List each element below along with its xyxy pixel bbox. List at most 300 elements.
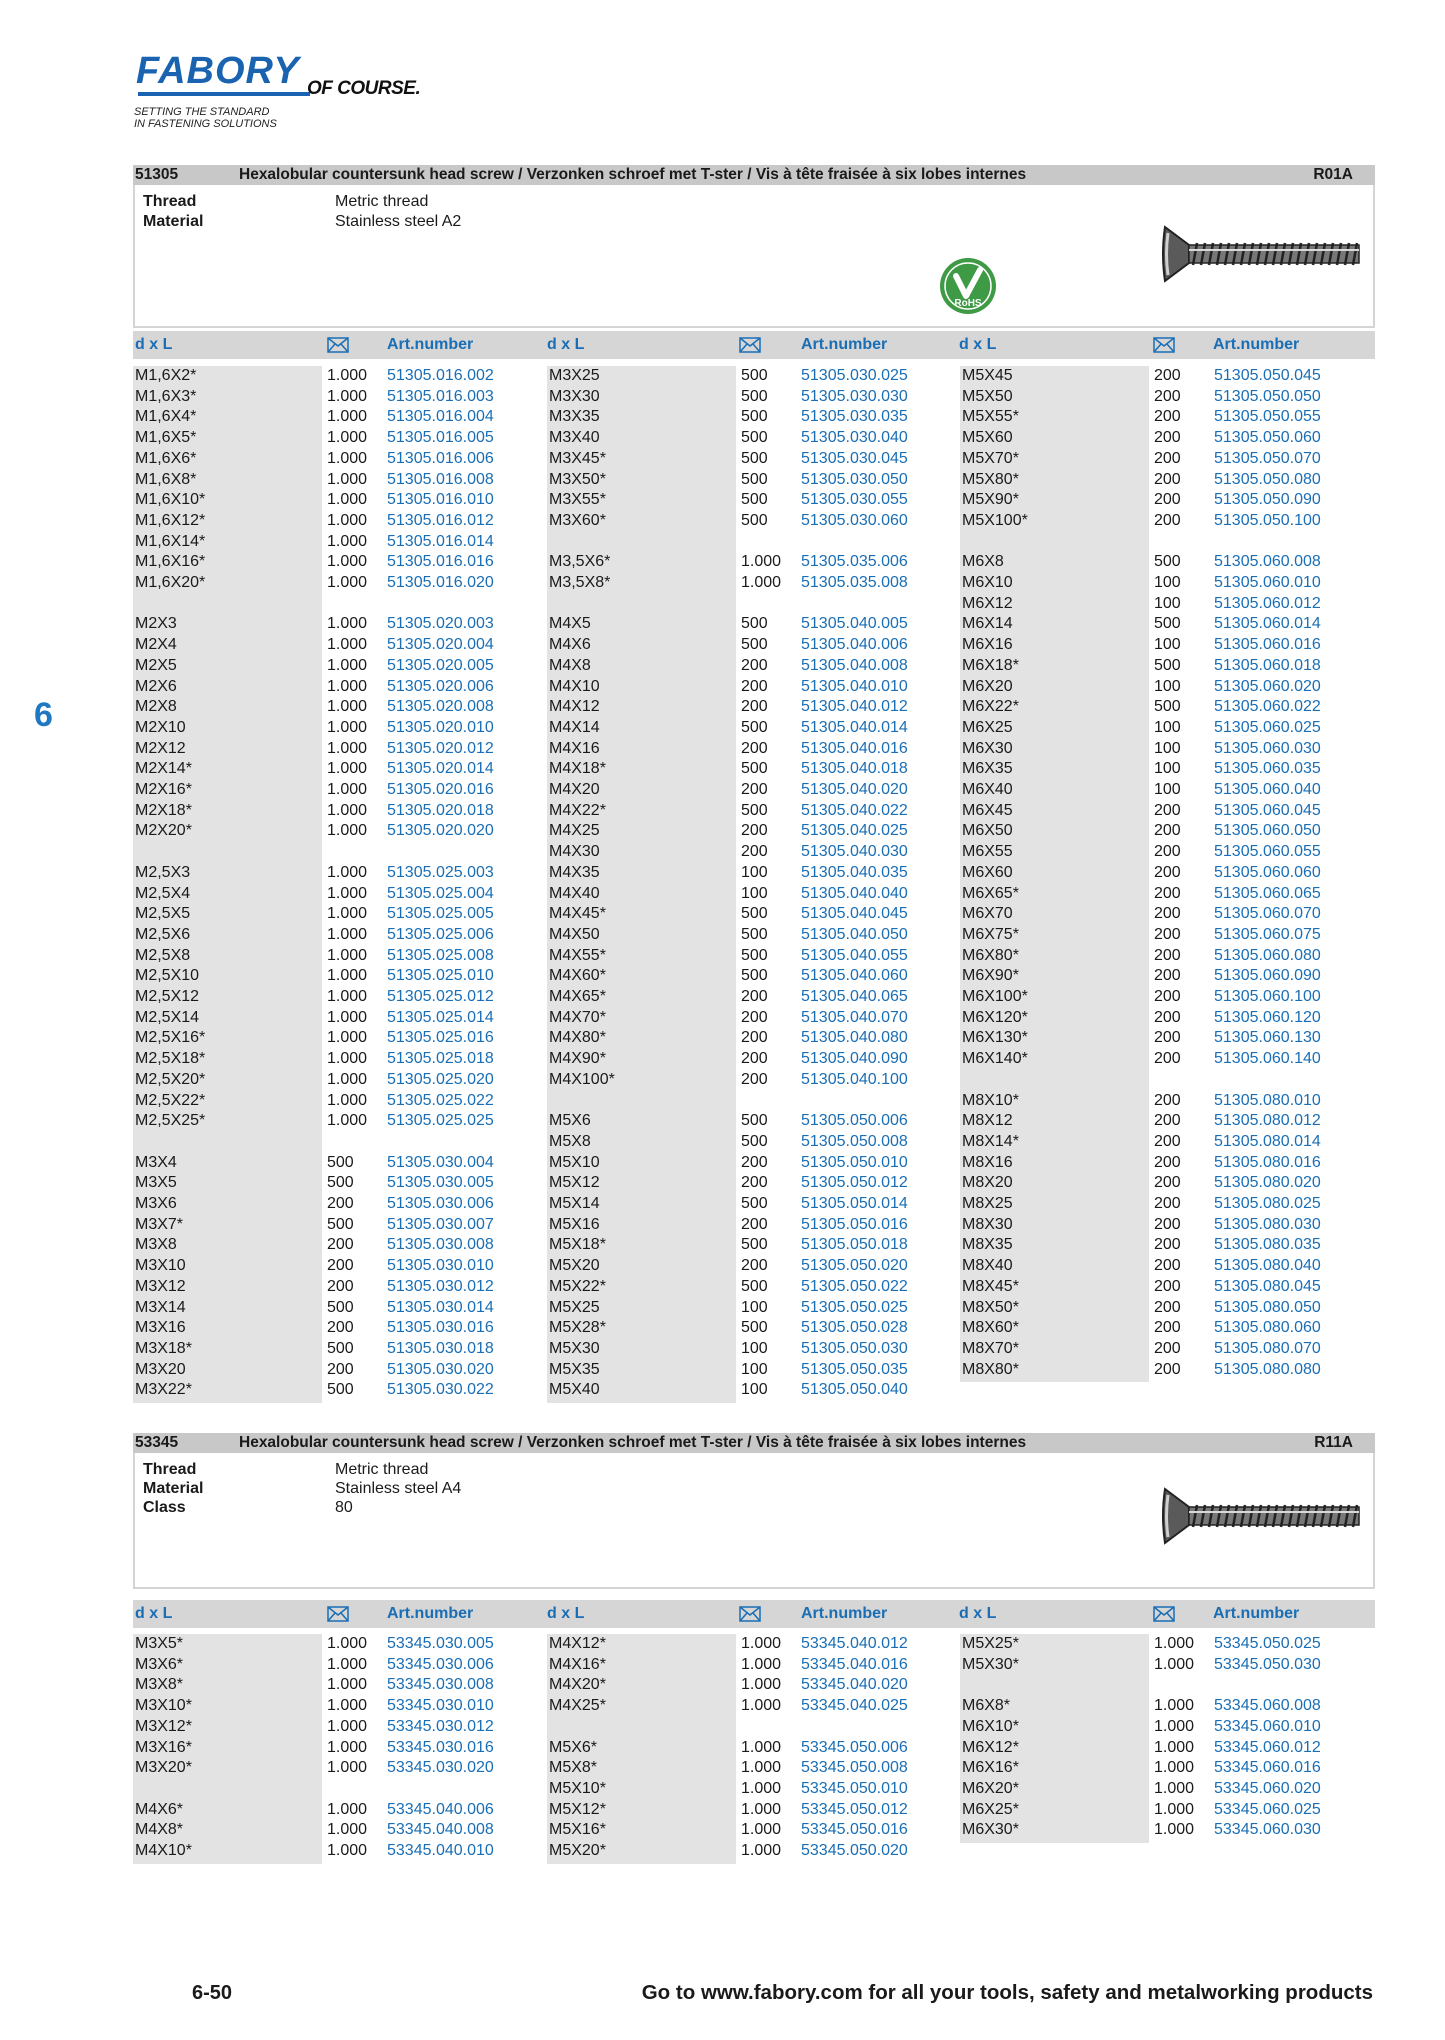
art-number-link[interactable]: 51305.040.080 <box>801 1029 908 1047</box>
art-number-link[interactable]: 51305.080.040 <box>1214 1257 1321 1275</box>
art-number-link[interactable]: 51305.050.008 <box>801 1132 908 1150</box>
pack-qty-cell: 500 <box>741 946 768 964</box>
pack-qty-cell: 500 <box>327 1153 354 1171</box>
art-number-link[interactable]: 51305.060.022 <box>1214 698 1321 716</box>
art-number-link[interactable]: 51305.025.005 <box>387 905 494 923</box>
pack-qty-cell: 1.000 <box>327 449 368 467</box>
pack-qty-cell: 1.000 <box>327 677 368 695</box>
table-row <box>960 1339 1370 1360</box>
table-row <box>960 1758 1370 1779</box>
table-header-51305 <box>133 331 1375 359</box>
size-cell: M4X16 <box>549 739 600 757</box>
table-row <box>960 1779 1370 1800</box>
size-cell: M4X10 <box>549 677 600 695</box>
size-cell: M2X10 <box>135 718 186 736</box>
table-row <box>133 1675 543 1696</box>
art-number-link[interactable]: 51305.016.012 <box>387 511 494 529</box>
art-number-link[interactable]: 51305.060.040 <box>1214 781 1321 798</box>
art-number-link[interactable]: 51305.060.065 <box>1214 884 1321 902</box>
art-number-link[interactable]: 51305.060.075 <box>1214 925 1321 943</box>
art-number-link[interactable]: 51305.040.050 <box>801 925 908 943</box>
art-number-link[interactable]: 51305.050.014 <box>801 1195 908 1212</box>
size-cell: M3X10 <box>135 1257 186 1275</box>
size-cell: M8X30 <box>962 1215 1013 1233</box>
art-number-link[interactable]: 53345.030.010 <box>387 1697 494 1715</box>
pack-qty-cell: 1.000 <box>741 1635 782 1652</box>
art-number-link[interactable]: 53345.060.008 <box>1214 1697 1321 1715</box>
art-number-link[interactable]: 51305.050.055 <box>1214 408 1321 426</box>
art-number-link[interactable]: 51305.060.070 <box>1214 905 1321 923</box>
art-number-link[interactable]: 51305.030.018 <box>387 1339 494 1357</box>
art-number-link[interactable]: 53345.050.025 <box>1214 1635 1321 1652</box>
art-number-link[interactable]: 51305.060.012 <box>1214 594 1321 612</box>
art-number-link[interactable]: 51305.020.010 <box>387 718 494 736</box>
size-cell: M6X140* <box>962 1050 1028 1068</box>
art-number-link[interactable]: 51305.050.025 <box>801 1298 908 1316</box>
table-row <box>960 470 1370 491</box>
art-number-link[interactable]: 51305.060.020 <box>1214 677 1321 695</box>
art-number-link[interactable]: 51305.040.008 <box>801 656 908 674</box>
art-number-link[interactable]: 51305.060.050 <box>1214 822 1321 840</box>
art-number-link[interactable]: 51305.025.008 <box>387 946 494 964</box>
art-number-link[interactable]: 51305.080.050 <box>1214 1298 1321 1316</box>
art-number-link[interactable]: 51305.050.070 <box>1214 449 1321 467</box>
art-number-link[interactable]: 51305.040.070 <box>801 1008 908 1026</box>
table-row <box>133 656 543 677</box>
art-number-link[interactable]: 51305.080.035 <box>1214 1236 1321 1254</box>
art-number-link[interactable]: 51305.040.040 <box>801 884 908 902</box>
art-number-link[interactable]: 51305.025.016 <box>387 1029 494 1047</box>
envelope-icon <box>1153 337 1175 353</box>
art-number-link[interactable]: 51305.060.130 <box>1214 1029 1321 1047</box>
table-row <box>547 1820 957 1841</box>
size-cell: M1,6X8* <box>135 470 197 488</box>
art-number-link[interactable]: 51305.025.003 <box>387 863 494 881</box>
art-number-link[interactable]: 53345.030.016 <box>387 1738 494 1756</box>
pack-qty-cell: 200 <box>1154 1112 1181 1130</box>
art-number-link[interactable]: 51305.030.007 <box>387 1215 494 1233</box>
art-number-link[interactable]: 51305.020.003 <box>387 615 494 633</box>
pack-qty-cell: 1.000 <box>1154 1635 1195 1652</box>
table-spacer-row <box>547 1091 957 1112</box>
art-number-link[interactable]: 53345.030.006 <box>387 1655 494 1673</box>
pack-qty-cell: 1.000 <box>327 387 368 405</box>
table-row <box>133 366 543 387</box>
pack-qty-cell: 1.000 <box>327 1008 368 1026</box>
art-number-link[interactable]: 51305.040.090 <box>801 1050 908 1068</box>
art-number-link[interactable]: 51305.040.014 <box>801 718 908 736</box>
art-number-link[interactable]: 51305.080.080 <box>1214 1360 1321 1378</box>
table-row <box>547 739 957 760</box>
pack-qty-cell: 500 <box>741 1195 768 1212</box>
table-row <box>133 863 543 884</box>
table-row <box>133 1215 543 1236</box>
pack-qty-cell: 1.000 <box>327 1655 368 1673</box>
size-cell: M1,6X10* <box>135 491 206 509</box>
art-number-link[interactable]: 51305.030.040 <box>801 429 908 447</box>
art-number-link[interactable]: 53345.050.012 <box>801 1800 908 1818</box>
size-cell: M5X6 <box>549 1112 591 1130</box>
size-cell: M3X5* <box>135 1635 184 1652</box>
size-cell: M5X25 <box>549 1298 600 1316</box>
art-number-link[interactable]: 51305.060.100 <box>1214 988 1321 1005</box>
size-cell: M4X60* <box>549 967 606 985</box>
art-number-link[interactable]: 51305.040.018 <box>801 760 908 778</box>
pack-qty-cell: 1.000 <box>327 1821 368 1839</box>
size-cell: M3X6* <box>135 1655 184 1673</box>
art-number-link[interactable]: 51305.060.055 <box>1214 843 1321 861</box>
art-number-link[interactable]: 51305.050.022 <box>801 1277 908 1295</box>
art-number-link[interactable]: 51305.060.045 <box>1214 801 1321 819</box>
size-cell: M8X80* <box>962 1360 1019 1378</box>
art-number-link[interactable]: 51305.060.035 <box>1214 760 1321 778</box>
art-number-link[interactable]: 51305.060.014 <box>1214 615 1321 633</box>
art-number-link[interactable]: 51305.040.016 <box>801 739 908 757</box>
art-number-link[interactable]: 51305.080.030 <box>1214 1215 1321 1233</box>
spec-label: Thread <box>143 1461 197 1478</box>
table-row <box>133 1339 543 1360</box>
size-cell: M4X35 <box>549 863 600 881</box>
art-number-link[interactable]: 51305.020.018 <box>387 801 494 819</box>
size-cell: M6X75* <box>962 925 1019 943</box>
size-cell: M3X5 <box>135 1174 177 1192</box>
art-number-link[interactable]: 51305.030.025 <box>801 367 908 384</box>
art-number-link[interactable]: 51305.050.060 <box>1214 429 1321 447</box>
size-cell: M5X35 <box>549 1360 600 1378</box>
art-number-link[interactable]: 51305.080.020 <box>1214 1174 1321 1192</box>
size-cell: M8X25 <box>962 1195 1013 1212</box>
table-spacer-row <box>133 1779 543 1800</box>
pack-qty-cell: 1.000 <box>327 698 368 716</box>
art-number-link[interactable]: 51305.016.008 <box>387 470 494 488</box>
art-number-link[interactable]: 51305.080.045 <box>1214 1277 1321 1295</box>
pack-qty-cell: 500 <box>1154 656 1181 674</box>
art-number-link[interactable]: 53345.030.005 <box>387 1635 494 1652</box>
col-head-size: d x L <box>959 1605 997 1622</box>
art-number-link[interactable]: 51305.030.030 <box>801 387 908 405</box>
art-number-link[interactable]: 51305.030.020 <box>387 1360 494 1378</box>
table-row <box>547 1153 957 1174</box>
art-number-link[interactable]: 51305.030.050 <box>801 470 908 488</box>
pack-qty-cell: 200 <box>1154 1132 1181 1150</box>
art-number-link[interactable]: 53345.050.006 <box>801 1738 908 1756</box>
art-number-link[interactable]: 53345.060.012 <box>1214 1738 1321 1756</box>
art-number-link[interactable]: 51305.030.060 <box>801 511 908 529</box>
size-cell: M4X6* <box>135 1800 184 1818</box>
art-number-link[interactable]: 51305.030.006 <box>387 1195 494 1212</box>
art-number-link[interactable]: 51305.016.020 <box>387 574 494 591</box>
art-number-link[interactable]: 51305.060.008 <box>1214 553 1321 571</box>
art-number-link[interactable]: 51305.080.060 <box>1214 1319 1321 1337</box>
art-number-link[interactable]: 51305.020.014 <box>387 760 494 778</box>
pack-qty-cell: 1.000 <box>1154 1759 1195 1777</box>
pack-qty-cell: 500 <box>741 367 768 384</box>
art-number-link[interactable]: 51305.040.100 <box>801 1070 908 1088</box>
size-cell: M6X30 <box>962 739 1013 757</box>
size-cell: M5X90* <box>962 491 1019 509</box>
art-number-link[interactable]: 51305.050.045 <box>1214 367 1321 384</box>
art-number-link[interactable]: 51305.020.008 <box>387 698 494 716</box>
art-number-link[interactable]: 51305.016.004 <box>387 408 494 426</box>
table-row <box>133 946 543 967</box>
size-cell: M5X20* <box>549 1842 606 1859</box>
col-head-size: d x L <box>135 336 173 353</box>
art-number-link[interactable]: 53345.060.010 <box>1214 1717 1321 1735</box>
table-row <box>960 1360 1370 1381</box>
art-number-link[interactable]: 51305.020.005 <box>387 656 494 674</box>
pack-qty-cell: 200 <box>327 1236 354 1254</box>
table-row <box>547 697 957 718</box>
art-number-link[interactable]: 53345.040.006 <box>387 1800 494 1818</box>
art-number-link[interactable]: 51305.050.030 <box>801 1339 908 1357</box>
art-number-link[interactable]: 51305.040.060 <box>801 967 908 985</box>
art-number-link[interactable]: 51305.080.016 <box>1214 1153 1321 1171</box>
art-number-link[interactable]: 51305.060.120 <box>1214 1008 1321 1026</box>
size-cell: M4X20* <box>549 1676 606 1694</box>
art-number-link[interactable]: 51305.025.018 <box>387 1050 494 1068</box>
pack-qty-cell: 500 <box>741 387 768 405</box>
table-row <box>547 614 957 635</box>
pack-qty-cell: 500 <box>1154 553 1181 571</box>
art-number-link[interactable]: 51305.025.006 <box>387 925 494 943</box>
pack-qty-cell: 500 <box>327 1381 354 1399</box>
art-number-link[interactable]: 53345.050.030 <box>1214 1655 1321 1673</box>
size-cell: M6X50 <box>962 822 1013 840</box>
size-cell: M2,5X12 <box>135 988 200 1005</box>
art-number-link[interactable]: 51305.016.014 <box>387 532 494 550</box>
art-number-link[interactable]: 51305.040.020 <box>801 781 908 798</box>
size-cell: M8X20 <box>962 1174 1013 1192</box>
art-number-link[interactable]: 53345.060.020 <box>1214 1779 1321 1797</box>
size-cell: M8X45* <box>962 1277 1019 1295</box>
art-number-link[interactable]: 51305.060.025 <box>1214 718 1321 736</box>
art-number-link[interactable]: 51305.040.006 <box>801 636 908 654</box>
art-number-link[interactable]: 51305.050.080 <box>1214 470 1321 488</box>
art-number-link[interactable]: 51305.030.045 <box>801 449 908 467</box>
size-cell: M4X25* <box>549 1697 606 1715</box>
size-cell: M4X30 <box>549 843 600 861</box>
art-number-link[interactable]: 51305.060.010 <box>1214 574 1321 591</box>
logo-tagline-line-1: SETTING THE STANDARD <box>134 106 270 118</box>
size-cell: M3X55* <box>549 491 606 509</box>
art-number-link[interactable]: 51305.020.016 <box>387 781 494 798</box>
table-row <box>960 759 1370 780</box>
art-number-link[interactable]: 53345.060.025 <box>1214 1800 1321 1818</box>
pack-qty-cell: 200 <box>1154 1339 1181 1357</box>
table-spacer-row <box>133 1132 543 1153</box>
art-number-link[interactable]: 51305.016.010 <box>387 491 494 509</box>
art-number-link[interactable]: 51305.040.055 <box>801 946 908 964</box>
art-number-link[interactable]: 53345.030.012 <box>387 1717 494 1735</box>
art-number-link[interactable]: 51305.050.016 <box>801 1215 908 1233</box>
art-number-link[interactable]: 51305.080.014 <box>1214 1132 1321 1150</box>
pack-qty-cell: 1.000 <box>327 801 368 819</box>
art-number-link[interactable]: 51305.030.010 <box>387 1257 494 1275</box>
art-number-link[interactable]: 53345.040.010 <box>387 1842 494 1859</box>
spec-box <box>133 185 1375 328</box>
pack-qty-cell: 1.000 <box>1154 1717 1195 1735</box>
art-number-link[interactable]: 51305.030.016 <box>387 1319 494 1337</box>
table-row <box>547 1800 957 1821</box>
size-cell: M1,6X2* <box>135 367 197 384</box>
art-number-link[interactable]: 51305.030.004 <box>387 1153 494 1171</box>
pack-qty-cell: 500 <box>741 1319 768 1337</box>
table-row <box>960 552 1370 573</box>
art-number-link[interactable]: 51305.016.006 <box>387 449 494 467</box>
art-number-link[interactable]: 51305.050.100 <box>1214 511 1321 529</box>
art-number-link[interactable]: 51305.025.020 <box>387 1070 494 1088</box>
art-number-link[interactable]: 51305.040.022 <box>801 801 908 819</box>
art-number-link[interactable]: 51305.025.022 <box>387 1091 494 1109</box>
art-number-link[interactable]: 51305.040.012 <box>801 698 908 716</box>
size-cell: M5X8 <box>549 1132 591 1150</box>
art-number-link[interactable]: 51305.050.040 <box>801 1381 908 1399</box>
art-number-link[interactable]: 53345.030.008 <box>387 1676 494 1694</box>
art-number-link[interactable]: 53345.040.012 <box>801 1635 908 1652</box>
art-number-link[interactable]: 51305.050.090 <box>1214 491 1321 509</box>
art-number-link[interactable]: 53345.040.025 <box>801 1697 908 1715</box>
art-number-link[interactable]: 51305.040.025 <box>801 822 908 840</box>
table-row <box>133 490 543 511</box>
art-number-link[interactable]: 51305.016.005 <box>387 429 494 447</box>
art-number-link[interactable]: 53345.050.016 <box>801 1821 908 1839</box>
art-number-link[interactable]: 51305.025.014 <box>387 1008 494 1026</box>
size-cell: M8X35 <box>962 1236 1013 1254</box>
art-number-link[interactable]: 51305.080.070 <box>1214 1339 1321 1357</box>
pack-qty-cell: 1.000 <box>327 905 368 923</box>
art-number-link[interactable]: 51305.030.014 <box>387 1298 494 1316</box>
pack-qty-cell: 1.000 <box>327 863 368 881</box>
size-cell: M2,5X3 <box>135 863 191 881</box>
size-cell: M3X8 <box>135 1236 177 1254</box>
art-number-link[interactable]: 51305.060.090 <box>1214 967 1321 985</box>
art-number-link[interactable]: 51305.020.012 <box>387 739 494 757</box>
art-number-link[interactable]: 51305.060.140 <box>1214 1050 1321 1068</box>
size-cell: M6X130* <box>962 1029 1028 1047</box>
art-number-link[interactable]: 51305.060.016 <box>1214 636 1321 654</box>
art-number-link[interactable]: 51305.050.018 <box>801 1236 908 1254</box>
spec-box <box>133 1453 1375 1589</box>
size-cell: M6X100* <box>962 988 1028 1005</box>
art-number-link[interactable]: 53345.040.016 <box>801 1655 908 1673</box>
pack-qty-cell: 1.000 <box>327 1697 368 1715</box>
art-number-link[interactable]: 51305.025.010 <box>387 967 494 985</box>
size-cell: M4X10* <box>135 1842 192 1859</box>
art-number-link[interactable]: 51305.025.012 <box>387 988 494 1005</box>
table-row <box>547 1738 957 1759</box>
art-number-link[interactable]: 53345.050.008 <box>801 1759 908 1777</box>
pack-qty-cell: 200 <box>1154 967 1181 985</box>
table-row <box>960 656 1370 677</box>
art-number-link[interactable]: 51305.050.035 <box>801 1360 908 1378</box>
pack-qty-cell: 200 <box>327 1360 354 1378</box>
table-spacer-row <box>547 1717 957 1738</box>
pack-qty-cell: 1.000 <box>327 367 368 384</box>
art-number-link[interactable]: 51305.050.028 <box>801 1319 908 1337</box>
art-number-link[interactable]: 51305.030.008 <box>387 1236 494 1254</box>
art-number-link[interactable]: 51305.060.030 <box>1214 739 1321 757</box>
art-number-link[interactable]: 51305.050.020 <box>801 1257 908 1275</box>
size-cell: M5X60 <box>962 429 1013 447</box>
table-row <box>133 1028 543 1049</box>
art-number-link[interactable]: 51305.050.012 <box>801 1174 908 1192</box>
size-cell: M6X40 <box>962 781 1013 798</box>
art-number-link[interactable]: 51305.030.055 <box>801 491 908 509</box>
art-number-link[interactable]: 51305.020.004 <box>387 636 494 654</box>
table-row <box>133 801 543 822</box>
art-number-link[interactable]: 51305.025.004 <box>387 884 494 902</box>
art-number-link[interactable]: 51305.050.006 <box>801 1112 908 1130</box>
art-number-link[interactable]: 51305.040.065 <box>801 988 908 1005</box>
art-number-link[interactable]: 51305.030.035 <box>801 408 908 426</box>
art-number-link[interactable]: 51305.025.025 <box>387 1112 494 1130</box>
size-cell: M8X40 <box>962 1257 1013 1275</box>
table-row <box>960 1738 1370 1759</box>
table-row <box>960 677 1370 698</box>
art-number-link[interactable]: 51305.080.010 <box>1214 1091 1321 1109</box>
art-number-link[interactable]: 51305.040.005 <box>801 615 908 633</box>
art-number-link[interactable]: 51305.050.010 <box>801 1153 908 1171</box>
art-number-link[interactable]: 53345.060.030 <box>1214 1821 1321 1839</box>
art-number-link[interactable]: 51305.035.008 <box>801 574 908 591</box>
pack-qty-cell: 200 <box>1154 822 1181 840</box>
size-cell: M3X10* <box>135 1697 192 1715</box>
size-cell: M4X55* <box>549 946 606 964</box>
size-cell: M5X20 <box>549 1257 600 1275</box>
art-number-link[interactable]: 51305.040.045 <box>801 905 908 923</box>
size-cell: M5X14 <box>549 1195 600 1212</box>
art-number-link[interactable]: 51305.080.012 <box>1214 1112 1321 1130</box>
art-number-link[interactable]: 51305.016.002 <box>387 367 494 384</box>
art-number-link[interactable]: 51305.020.006 <box>387 677 494 695</box>
art-number-link[interactable]: 51305.060.060 <box>1214 863 1321 881</box>
art-number-link[interactable]: 51305.030.005 <box>387 1174 494 1192</box>
art-number-link[interactable]: 51305.060.018 <box>1214 656 1321 674</box>
table-row <box>547 1380 957 1401</box>
spec-label: Class <box>143 1499 186 1516</box>
art-number-link[interactable]: 51305.040.030 <box>801 843 908 861</box>
col-head-size: d x L <box>959 336 997 353</box>
size-cell: M4X100* <box>549 1070 615 1088</box>
art-number-link[interactable]: 53345.040.020 <box>801 1676 908 1694</box>
art-number-link[interactable]: 53345.030.020 <box>387 1759 494 1777</box>
art-number-link[interactable]: 51305.030.012 <box>387 1277 494 1295</box>
size-cell: M5X12 <box>549 1174 600 1192</box>
art-number-link[interactable]: 53345.040.008 <box>387 1821 494 1839</box>
size-cell: M4X90* <box>549 1050 606 1068</box>
art-number-link[interactable]: 53345.050.010 <box>801 1779 908 1797</box>
art-number-link[interactable]: 51305.040.010 <box>801 677 908 695</box>
table-row <box>547 780 957 801</box>
pack-qty-cell: 1.000 <box>327 1842 368 1859</box>
table-row <box>960 428 1370 449</box>
pack-qty-cell: 500 <box>741 408 768 426</box>
art-number-link[interactable]: 51305.020.020 <box>387 822 494 840</box>
table-spacer-row <box>960 1675 1370 1696</box>
art-number-link[interactable]: 53345.060.016 <box>1214 1759 1321 1777</box>
art-number-link[interactable]: 51305.035.006 <box>801 553 908 571</box>
art-number-link[interactable]: 53345.050.020 <box>801 1842 908 1859</box>
art-number-link[interactable]: 51305.030.022 <box>387 1381 494 1399</box>
table-row <box>960 1634 1370 1655</box>
art-number-link[interactable]: 51305.050.050 <box>1214 387 1321 405</box>
art-number-link[interactable]: 51305.080.025 <box>1214 1195 1321 1212</box>
size-cell: M6X25* <box>962 1800 1019 1818</box>
art-number-link[interactable]: 51305.016.016 <box>387 553 494 571</box>
art-number-link[interactable]: 51305.060.080 <box>1214 946 1321 964</box>
art-number-link[interactable]: 51305.040.035 <box>801 863 908 881</box>
art-number-link[interactable]: 51305.016.003 <box>387 387 494 405</box>
